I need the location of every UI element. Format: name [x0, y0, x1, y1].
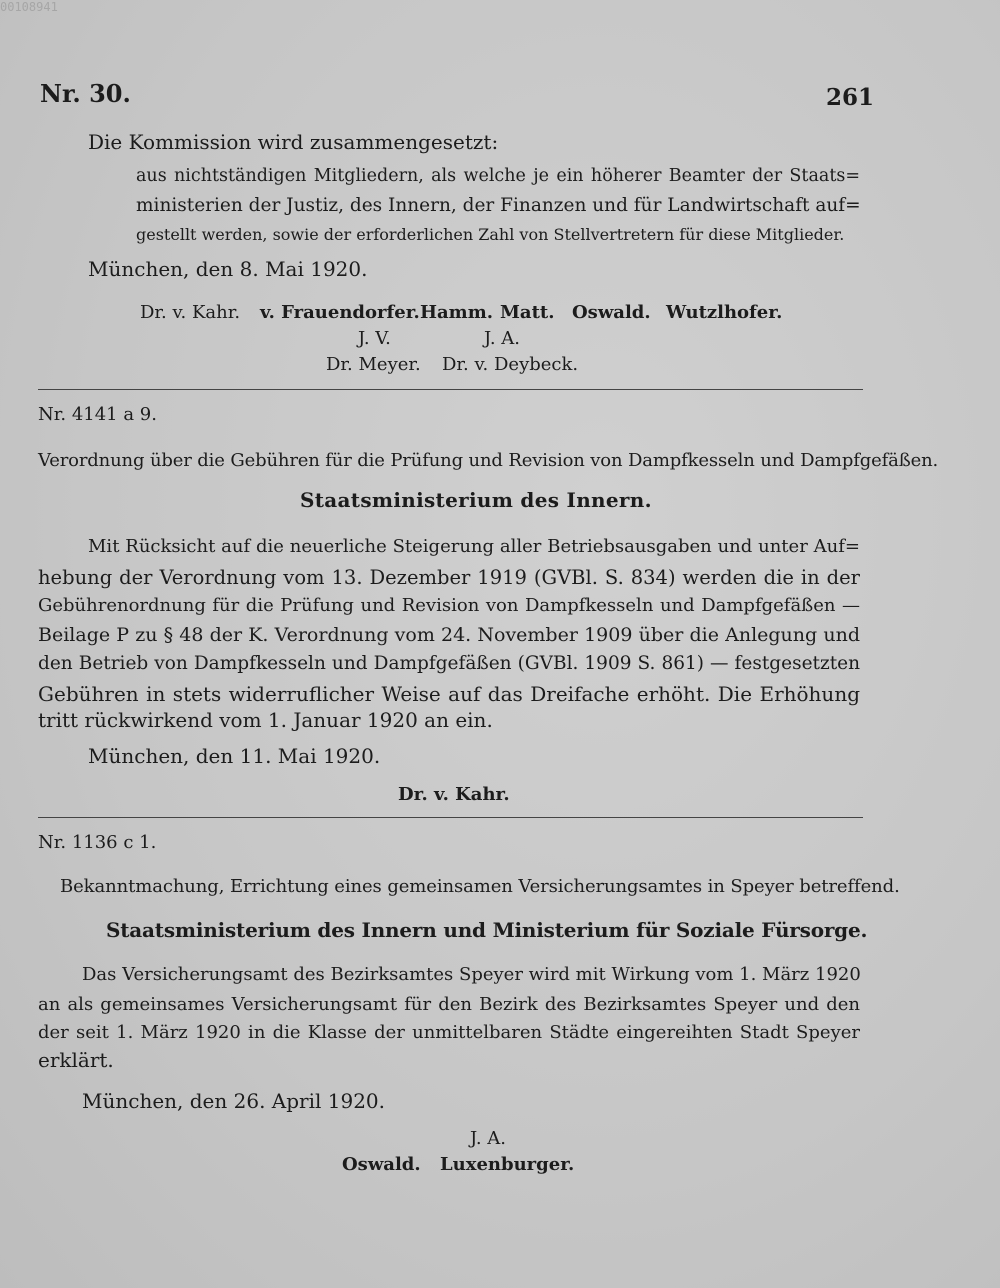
- section3-body-2: an als gemeinsames Versicherungsamt für den Bezirk des Bezirksamtes Speyer und den: [38, 994, 860, 1015]
- signature-hamm: Hamm.: [420, 302, 494, 323]
- divider-2: [38, 817, 863, 818]
- section1-date: München, den 8. Mai 1920.: [88, 257, 368, 281]
- section2-body-4: Beilage P zu § 48 der K. Verordnung vom 24. November 1909 über die Anlegung und: [38, 624, 860, 646]
- signature-matt: Matt.: [500, 302, 555, 323]
- commission-lead: Die Kommission wird zusammengesetzt:: [88, 130, 499, 154]
- issue-number: Nr. 30.: [40, 79, 131, 108]
- section3-title: Bekanntmachung, Errichtung eines gemeinsamen Versicherungsamtes in Speyer betreffend.: [60, 876, 900, 897]
- commission-line-1: aus nichtständigen Mitgliedern, als welche je ein höherer Beamter der Staats=: [136, 166, 860, 186]
- section3-body-1: Das Versicherungsamt des Bezirksamtes Speyer wird mit Wirkung vom 1. März 1920: [82, 964, 861, 985]
- section2-signature: Dr. v. Kahr.: [398, 784, 510, 805]
- section2-date: München, den 11. Mai 1920.: [88, 744, 381, 768]
- section3-deputy-label: J. A.: [470, 1128, 506, 1149]
- section2-body-1: Mit Rücksicht auf die neuerliche Steigerung aller Betriebsausgaben und unter Auf=: [88, 536, 860, 557]
- scan-id: 00108941: [0, 0, 58, 14]
- signature-wutzlhofer: Wutzlhofer.: [666, 302, 783, 323]
- deputy-label-ja: J. A.: [484, 328, 520, 349]
- signature-oswald: Oswald.: [572, 302, 651, 323]
- signature-frauendorfer: v. Frauendorfer.: [260, 302, 420, 323]
- signature-deybeck: Dr. v. Deybeck.: [442, 354, 579, 375]
- commission-line-2: ministerien der Justiz, des Innern, der Finanzen und für Landwirtschaft auf=: [136, 195, 861, 216]
- deputy-label-jv: J. V.: [358, 328, 391, 349]
- section3-body-last: erklärt.: [38, 1048, 114, 1072]
- signature-luxenburger: Luxenburger.: [440, 1154, 575, 1175]
- signature-meyer: Dr. Meyer.: [326, 354, 421, 375]
- section3-body-3: der seit 1. März 1920 in die Klasse der unmittelbaren Städte eingereihten Stadt Speyer: [38, 1022, 860, 1043]
- section2-title: Verordnung über die Gebühren für die Prüfung und Revision von Dampfkesseln und Dampfgefäßen.: [38, 450, 939, 471]
- page-number: 261: [826, 84, 875, 111]
- section2-body-2: hebung der Verordnung vom 13. Dezember 1919 (GVBl. S. 834) werden die in der: [38, 566, 860, 589]
- section3-heading: Staatsministerium des Innern und Ministerium für Soziale Fürsorge.: [106, 918, 868, 942]
- section2-body-5: den Betrieb von Dampfkesseln und Dampfgefäßen (GVBl. 1909 S. 861) — festgesetzten: [38, 653, 860, 674]
- section2-body-6: Gebühren in stets widerruflicher Weise auf das Dreifache erhöht. Die Erhöhung: [38, 682, 860, 706]
- section2-number: Nr. 4141 a 9.: [38, 404, 157, 425]
- section3-date: München, den 26. April 1920.: [82, 1089, 386, 1113]
- signature-kahr: Dr. v. Kahr.: [140, 302, 241, 323]
- section2-body-last: tritt rückwirkend vom 1. Januar 1920 an ein.: [38, 708, 493, 732]
- section3-number: Nr. 1136 c 1.: [38, 832, 157, 853]
- section2-heading: Staatsministerium des Innern.: [300, 488, 652, 512]
- section2-body-3: Gebührenordnung für die Prüfung und Revision von Dampfkesseln und Dampfgefäßen —: [38, 595, 860, 616]
- commission-line-3: gestellt werden, sowie der erforderlichen Zahl von Stellvertretern für diese Mitglieder.: [136, 225, 845, 244]
- signature-oswald-2: Oswald.: [342, 1154, 421, 1175]
- divider-1: [38, 389, 863, 390]
